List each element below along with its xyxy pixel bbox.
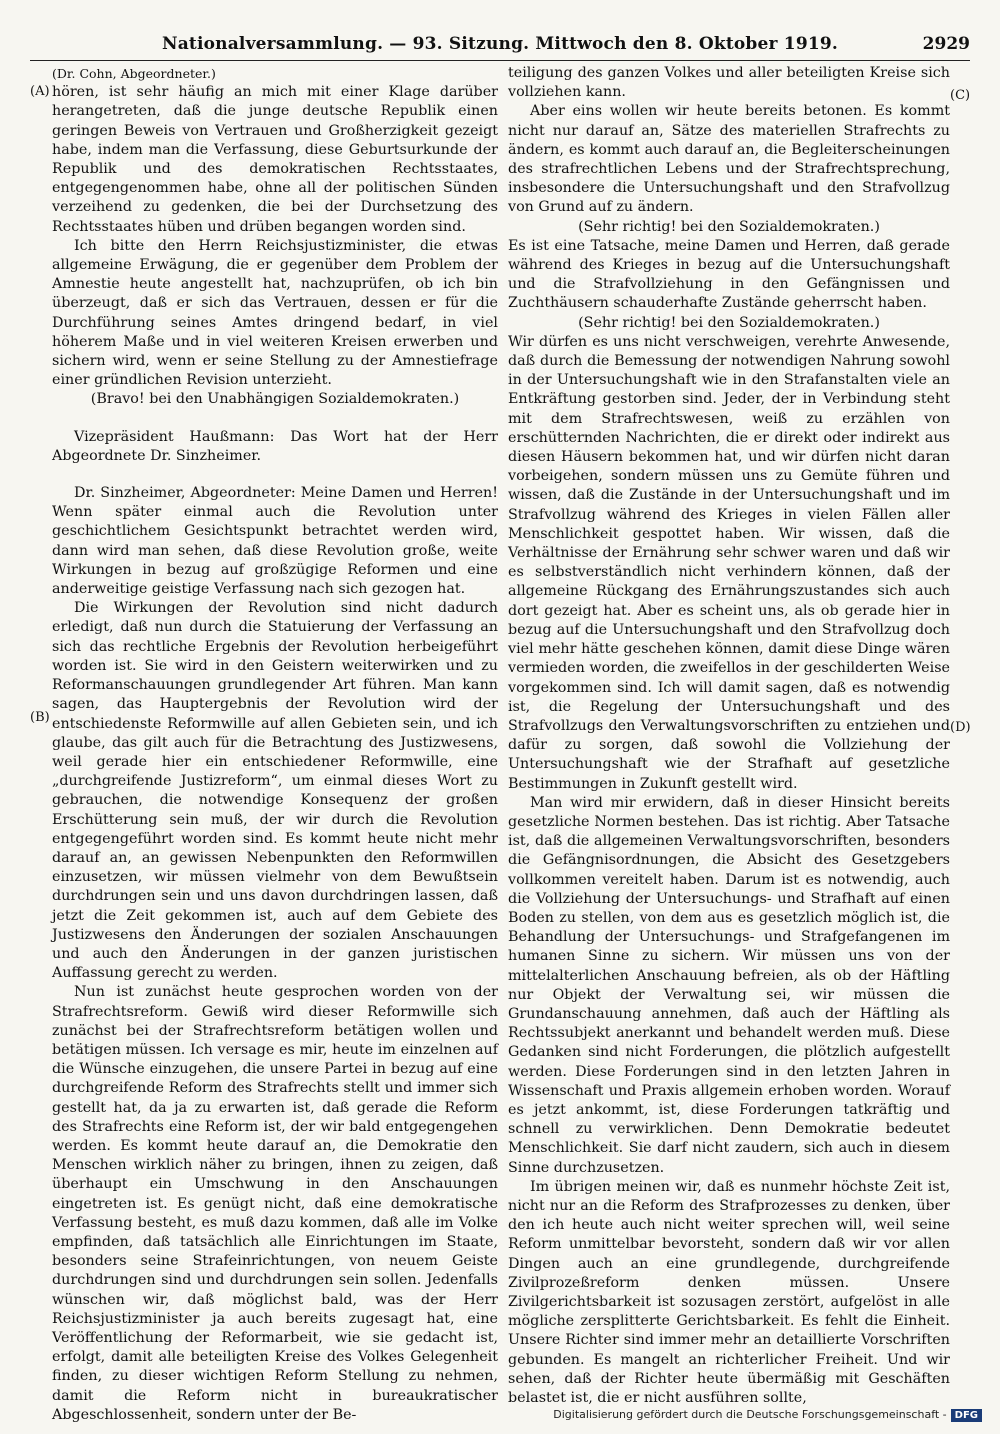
paragraph: hören, ist sehr häufig an mich mit einer Klage darüber herangetreten, daß die junge deutsche Republik einen geringen Beweis von Vertrauen und Großherzigkeit gezeigt habe, indem man die Verfassung, diese Geburtsurkunde der Republik und des demokratischen Rechtsstaates, entgegengenommen habe, ohne all der politischen Sünden verzeihend zu gedenken, die bei der Durchsetzung des Rechtsstaates hüben und drüben begangen worden sind. bbox=[52, 84, 498, 235]
page-header bbox=[30, 32, 970, 61]
paragraph: Aber eins wollen wir heute bereits betonen. Es kommt nicht nur darauf an, Sätze des materiellen Strafrechts zu ändern, es kommt auch darauf an, die Begleiterscheinungen des strafrechtlichen Lebens und der Strafrechtsprechung, insbesondere die Untersuchungshaft und den Strafvollzug von Grund auf zu ändern. bbox=[508, 103, 950, 216]
page-number: 2929 bbox=[922, 34, 970, 54]
credit-text: Digitalisierung gefördert durch die Deutsche Forschungsgemeinschaft - bbox=[553, 1408, 947, 1421]
paragraph: Vizepräsident Haußmann: Das Wort hat der Herr Abgeordnete Dr. Sinzheimer. bbox=[52, 428, 498, 464]
paragraph: Die Wirkungen der Revolution sind nicht dadurch erledigt, daß nun durch die Statuierung der Verfassung an sich das rechtliche Ergebnis der Revolution herbeigeführt worden ist. Sie wird in den Geistern weiterwirken und zu Reformanschauungen grundlegender Art führen. Man kann sagen, das Hauptergebnis der Revolution wird der entschiedenste Reformwille auf allen Gebieten sein, und ich glaube, das gilt auch für die Betrachtung des Justizwesens, weil gerade hier ein entschiedener Reformwille, eine „durchgreifende Justizreform“, um einmal dieses Wort zu gebrauchen, die notwendige Konsequenz der großen Erschütterung sein muß, der wir durch die Revolution entgegengeführt worden sind. Es kommt heute nicht mehr darauf an, an gewissen Nebenpunkten den Reformwillen einzusetzen, wir müssen vielmehr von dem Bewußtsein durchdrungen sein und uns davon durchdringen lassen, daß jetzt die Zeit gekommen ist, auch auf dem Gebiete des Justizwesens den Änderungen der sozialen Anschauungen und auch den Änderungen in der ganzen juristischen Auffassung gerecht zu werden. bbox=[52, 600, 498, 982]
paragraph: Man wird mir erwidern, daß in dieser Hinsicht bereits gesetzliche Normen bestehen. Das ist richtig. Aber Tatsache ist, daß die allgemeinen Verwaltungsvorschriften, besonders die Gefängnisordnungen, die Absicht des Gesetzgebers vollkommen vereitelt haben. Darum ist es notwendig, auch die Vollziehung der Untersuchungs- und Strafhaft auf einen Boden zu stellen, von dem aus es gesetzlich möglich ist, die Behandlung der Untersuchungs- und Strafgefangenen im humanen Sinne zu sichern. Wir müssen uns von der mittelalterlichen Anschauung befreien, als ob der Häftling nur Objekt der Verwaltung sei, wir müssen die Grundanschauung annehmen, daß auch der Häftling als Rechtssubjekt anerkannt und behandelt werden muß. Diese Gedanken sind nicht Forderungen, die plötzlich aufgestellt werden. Diese Forderungen sind in den letzten Jahren in Wissenschaft und Praxis allgemein erhoben worden. Worauf es jetzt ankommt, ist, diese Forderungen tatkräftig und schnell zu verwirklichen. Denn Demokratie bedeutet Menschlichkeit. Sie darf nicht zaudern, sich auch in diesem Sinne durchzusetzen. bbox=[508, 794, 950, 1176]
paragraph: Nun ist zunächst heute gesprochen worden von der Strafrechtsreform. Gewiß wird dieser Reformwille sich zunächst bei der Strafrechtsreform betätigen wollen und betätigen müssen. Ich versage es mir, heute im einzelnen auf die Wünsche einzugehen, die unsere Partei in bezug auf eine durchgreifende Reform des Strafrechts stellt und immer sich gestellt hat, da ja zu erwarten ist, daß gerade die Reform des Strafrechts eine Reform ist, der wir bald entgegengehen werden. Es kommt heute darauf an, die Demokratie den Menschen wirklich näher zu bringen, ihnen zu zeigen, daß überhaupt ein Umschwung in den Anschauungen eingetreten ist. Es genügt nicht, daß eine demokratische Verfassung besteht, es muß dazu kommen, daß alle im Volke empfinden, daß tatsächlich alle Einrichtungen im Staate, besonders seine Strafeinrichtungen, von neuem Geiste durchdrungen sind und durchdrungen sein sollen. Jedenfalls wünschen wir, daß möglichst bald, was der Herr Reichsjustizminister ja auch bereits zugesagt hat, eine Veröffentlichung der Reformarbeit, wie sie gedacht ist, erfolgt, damit alle beteiligten Kreise des Volkes Gelegenheit finden, zu dieser wichtigen Reform Stellung zu nehmen, damit die Reform nicht in bureaukratischer Abgeschlossenheit, sondern unter der Be- bbox=[52, 984, 498, 1423]
paragraph: teiligung des ganzen Volkes und aller beteiligten Kreise sich vollziehen kann. bbox=[508, 65, 950, 101]
margin-marker-a: (A) bbox=[30, 84, 50, 99]
right-text-column bbox=[508, 64, 950, 1408]
running-title: Nationalversammlung. — 93. Sitzung. Mittwoch den 8. Oktober 1919. bbox=[161, 34, 839, 54]
dfg-credit bbox=[553, 1408, 982, 1422]
paragraph: Ich bitte den Herrn Reichsjustizminister, die etwas allgemeine Erwägung, die er gegenüber dem Problem der Amnestie heute angestellt hat, nachzuprüfen, ob ich bin überzeugt, daß er sich das Vertrauen, dessen er für die Durchführung seines Amtes dringend bedarf, in viel höherem Maße und in viel weiteren Kreisen erwerben und sichern wird, wenn er seine Stellung zu der Amnestiefrage einer gründlichen Revision unterzieht. bbox=[52, 237, 498, 389]
paragraph: Dr. Sinzheimer, Abgeordneter: Meine Damen und Herren! Wenn später einmal auch die Revolution unter geschichtlichem Gesichtspunkt betrachtet werden wird, dann wird man sehen, daß diese Revolution große, weite Wirkungen in bezug auf großzügige Reformen und eine anderweitige geistige Verfassung nach sich gezogen hat. bbox=[52, 485, 498, 598]
paragraph: Im übrigen meinen wir, daß es nunmehr höchste Zeit ist, nicht nur an die Reform des Strafprozesses zu denken, über den ich heute auch nicht weiter sprechen will, weil seine Reform unmittelbar bevorsteht, sondern daß wir vor allen Dingen auch an eine grundlegende, durchgreifende Zivilprozeßreform denken müssen. Unsere Zivilgerichtsbarkeit ist sozusagen zerstört, aufgelöst in alle mögliche zersplitterte Gerichtsbarkeit. Es fehlt die Einheit. Unsere Richter sind immer mehr an detaillierte Vorschriften gebunden. Es mangelt an richterlicher Freiheit. Und wir sehen, daß der Richter heute übermäßig mit Geschäften belastet ist, die er nicht ausführen sollte, bbox=[508, 1178, 950, 1407]
paragraph: Wir dürfen es uns nicht verschweigen, verehrte Anwesende, daß durch die Bemessung der notwendigen Nahrung sowohl in der Untersuchungshaft wie in den Strafanstalten viele an Entkräftung gestorben sind. Jeder, der in Verbindung steht mit dem Strafrechtswesen, weiß zu erzählen von erschütternden Nachrichten, die er direkt oder indirekt aus diesen Häusern bekommen hat, und wir dürfen nicht daran vorbeigehen, sondern müssen uns zu Gemüte führen und wissen, daß die Zustände in der Untersuchungshaft und im Strafvollzug während des Krieges in vielen Fällen aller Menschlichkeit gespottet haben. Wir wissen, daß die Verhältnisse der Ernährung sehr schwer waren und daß wir es selbstverständlich nicht verhindern können, daß der allgemeine Rückgang des Ernährungszustandes sich auch dort gezeigt hat. Aber es scheint uns, als ob gerade hier in bezug auf die Untersuchungshaft und den Strafvollzug doch viel mehr hätte geschehen können, damit diese Dinge wären vermieden worden, die zweifellos in der geschilderten Weise vorgekommen sind. Ich will damit sagen, daß es notwendig ist, die Regelung der Untersuchungshaft und des Strafvollzugs den Verwaltungsvorschriften zu entziehen und dafür zu sorgen, daß sowohl die Vollziehung der Untersuchungshaft wie der Strafhaft auf gesetzliche Bestimmungen in Zukunft gestellt wird. bbox=[508, 333, 950, 792]
paragraph: (Sehr richtig! bei den Sozialdemokraten.) bbox=[578, 314, 880, 331]
paragraph: (Sehr richtig! bei den Sozialdemokraten.) bbox=[578, 218, 880, 235]
margin-marker-d: (D) bbox=[950, 720, 971, 735]
left-text-column bbox=[52, 64, 498, 1425]
margin-marker-b: (B) bbox=[30, 710, 50, 725]
paragraph: Es ist eine Tatsache, meine Damen und Herren, daß gerade während des Krieges in bezug auf die Untersuchungshaft und die Strafvollziehung in den Gefängnissen und Zuchthäusern schauderhafte Zustände geherrscht haben. bbox=[508, 237, 950, 312]
margin-marker-c: (C) bbox=[950, 88, 971, 103]
paragraph: (Bravo! bei den Unabhängigen Sozialdemokraten.) bbox=[90, 391, 460, 408]
dfg-logo: DFG bbox=[951, 1409, 982, 1422]
paragraph: (Dr. Cohn, Abgeordneter.) bbox=[52, 66, 216, 81]
